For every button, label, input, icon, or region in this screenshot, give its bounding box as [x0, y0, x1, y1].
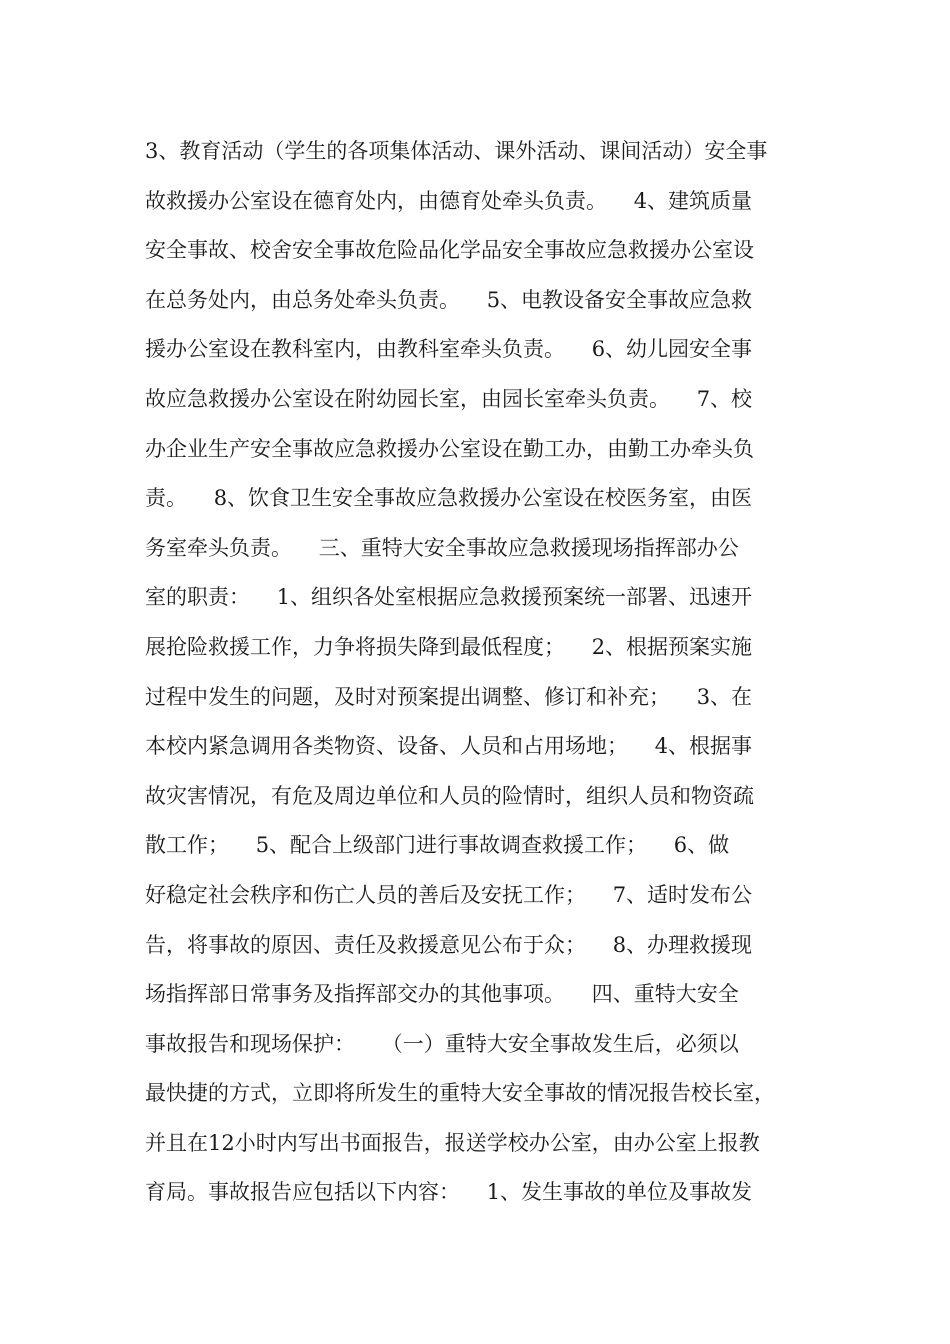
text-line: 责。 8、饮食卫生安全事故应急救援办公室设在校医务室，由医	[145, 486, 753, 511]
text-line: 故灾害情况，有危及周边单位和人员的险情时，组织人员和物资疏	[145, 783, 754, 808]
text-line: 室的职责： 1、组织各处室根据应急救援预案统一部署、迅速开	[145, 585, 753, 610]
text-line: 援办公室设在教科室内，由教科室牵头负责。 6、幼儿园安全事	[145, 337, 753, 362]
text-line: 告，将事故的原因、责任及救援意见公布于众； 8、办理救援现	[145, 932, 753, 957]
text-line: 展抢险救援工作，力争将损失降到最低程度； 2、根据预案实施	[145, 634, 753, 659]
text-line: 场指挥部日常事务及指挥部交办的其他事项。 四、重特大安全	[145, 982, 739, 1007]
text-line: 故救援办公室设在德育处内，由德育处牵头负责。 4、建筑质量	[145, 188, 753, 213]
text-line: 过程中发生的问题，及时对预案提出调整、修订和补充； 3、在	[145, 684, 753, 709]
text-line: 3、教育活动（学生的各项集体活动、课外活动、课间活动）安全事	[145, 139, 768, 163]
text-line: 本校内紧急调用各类物资、设备、人员和占用场地； 4、根据事	[145, 734, 753, 759]
text-line: 故应急救援办公室设在附幼园长室，由园长室牵头负责。 7、校	[145, 386, 753, 411]
body-text	[145, 127, 815, 1218]
text-line: 事故报告和现场保护： （一）重特大安全事故发生后，必须以	[145, 1031, 739, 1056]
text-line: 最快捷的方式，立即将所发生的重特大安全事故的情况报告校长室，	[145, 1081, 775, 1106]
text-line: 办企业生产安全事故应急救援办公室设在勤工办，由勤工办牵头负	[145, 436, 754, 461]
text-line: 散工作； 5、配合上级部门进行事故调查救援工作； 6、做	[145, 833, 730, 858]
text-line: 安全事故、校舍安全事故危险品化学品安全事故应急救援办公室设	[145, 238, 754, 263]
text-line: 在总务处内，由总务处牵头负责。 5、电教设备安全事故应急救	[145, 287, 753, 312]
text-line: 好稳定社会秩序和伤亡人员的善后及安抚工作； 7、适时发布公	[145, 882, 753, 907]
text-line: 育局。事故报告应包括以下内容： 1、发生事故的单位及事故发	[145, 1180, 753, 1205]
text-line: 并且在12小时内写出书面报告，报送学校办公室，由办公室上报教	[145, 1130, 760, 1155]
text-line: 务室牵头负责。 三、重特大安全事故应急救援现场指挥部办公	[145, 535, 739, 560]
